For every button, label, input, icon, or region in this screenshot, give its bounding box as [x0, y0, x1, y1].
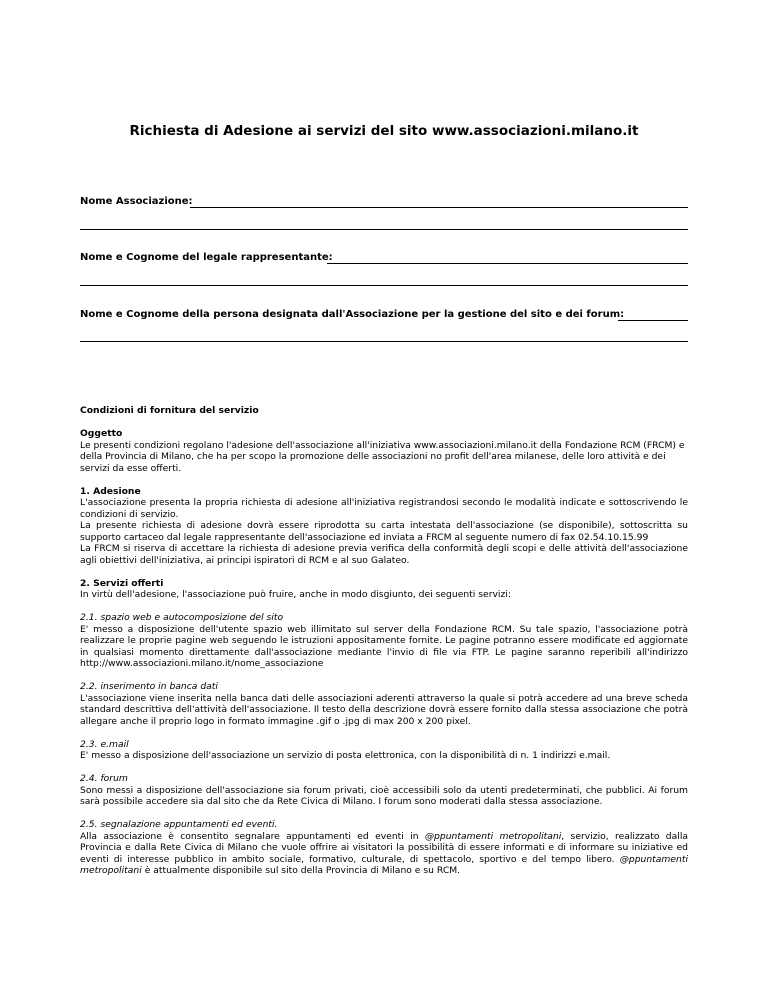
- legale-rappresentante-label: Nome e Cognome del legale rappresentante:: [80, 252, 333, 263]
- servizio-5-title: 2.5. segnalazione appuntamenti ed eventi.: [80, 819, 278, 830]
- appuntamenti-metropolitani-1: @ppuntamenti metropolitani: [424, 830, 562, 842]
- conditions-section: [80, 405, 688, 877]
- servizio-1-text: E' messo a disposizione dell'utente spazio web illimitato sul server della Fondazione RCM. Su tale spazio, l'associazione potrà realizzare le proprie pagine web seguendo le istruzioni appositamente fornite. Le pagine potranno essere modificate ed aggiornate in qualsiasi momento direttamente dall'associazione mediante l'invio di file via FTP. Le pagine saranno reperibili all'indirizzo http://www.associazioni.milano.it/nome_associazione: [80, 623, 688, 669]
- servizio-5-text-b: , servizio, realizzato dalla Provincia e dalla Rete Civica di Milano che vuole offrire ai visitatori la possibilità di essere informati e di informare su iniziative ed eventi di interesse pubblico in ambito sociale, formativo, culturale, di spettacolo, sportivo e del tempo libero.: [80, 830, 688, 865]
- servizio-4-text: Sono messi a disposizione dell'associazione sia forum privati, cioè accessibili solo da utenti predeterminati, che pubblici. Ai forum sarà possibile accedere sia dal sito che da Rete Civica di Milano. I forum sono moderati dalla stessa associazione.: [80, 784, 688, 807]
- page-title: Richiesta di Adesione ai servizi del sito www.associazioni.milano.it: [129, 123, 639, 139]
- servizio-1-title: 2.1. spazio web e autocomposizione del sito: [80, 612, 284, 623]
- servizio-3-text: E' messo a disposizione dell'associazione un servizio di posta elettronica, con la disponibilità di n. 1 indirizzi e.mail.: [80, 750, 611, 761]
- servizi-heading: 2. Servizi offerti: [80, 577, 164, 589]
- persona-designata-line-2[interactable]: [80, 341, 688, 342]
- servizio-5-text-c: è attualmente disponibile sul sito della Provincia di Milano e su RCM.: [141, 865, 461, 876]
- adesione-text-2: La presente richiesta di adesione dovrà essere riprodotta su carta intestata dell'associazione (se disponibile), sottoscritta su supporto cartaceo dal legale rappresentante dell'associazione ed inviata a FRCM al seguente numero di fax 02.54.10.15.99: [80, 520, 688, 543]
- servizi-intro: In virtù dell'adesione, l'associazione può fruire, anche in modo disgiunto, dei seguenti servizi:: [80, 589, 511, 600]
- persona-designata-line[interactable]: [618, 320, 688, 321]
- servizio-5-text-a: Alla associazione è consentito segnalare appuntamenti ed eventi in: [80, 830, 425, 842]
- servizio-3-title: 2.3. e.mail: [80, 738, 129, 750]
- nome-associazione-label: Nome Associazione:: [80, 196, 193, 207]
- nome-associazione-line[interactable]: [190, 207, 688, 208]
- persona-designata-label: Nome e Cognome della persona designata dall'Associazione per la gestione del sito e dei forum:: [80, 309, 625, 320]
- oggetto-text: Le presenti condizioni regolano l'adesione dell'associazione all'iniziativa www.associazioni.milano.it della Fondazione RCM (FRCM) e della Provincia di Milano, che ha per scopo la promozione delle associazioni no profit dell'area milanese, delle loro attività e dei servizi da esse offerti.: [80, 439, 685, 474]
- conditions-heading: Condizioni di fornitura del servizio: [80, 405, 259, 416]
- nome-associazione-line-2[interactable]: [80, 229, 688, 230]
- adesione-text-1: L'associazione presenta la propria richiesta di adesione all'iniziativa registrandosi secondo le modalità indicate e sottoscrivendo le condizioni di servizio.: [80, 497, 688, 520]
- servizio-2-text: L'associazione viene inserita nella banca dati delle associazioni aderenti attraverso la quale si potrà accedere ad una breve scheda standard descrittiva dell'attività dell'associazione. Il testo della descrizione dovrà essere fornito dalla stessa associazione che potrà allegare anche il proprio logo in formato immagine .gif o .jpg di max 200 x 200 pixel.: [80, 692, 688, 727]
- adesione-text-3: La FRCM si riserva di accettare la richiesta di adesione previa verifica della conformità degli scopi e delle attività dell'associazione agli obiettivi dell'iniziativa, ai principi ispiratori di RCM e al suo Galateo.: [80, 543, 688, 566]
- legale-rappresentante-line-2[interactable]: [80, 285, 688, 286]
- servizio-2-title: 2.2. inserimento in banca dati: [80, 681, 218, 692]
- oggetto-heading: Oggetto: [80, 428, 123, 439]
- adesione-heading: 1. Adesione: [80, 485, 141, 497]
- appuntamenti-metropolitani-2: @ppuntamenti metropolitani: [80, 853, 688, 876]
- servizio-5-text: [80, 831, 688, 877]
- legale-rappresentante-line[interactable]: [327, 263, 688, 264]
- servizio-4-title: 2.4. forum: [80, 773, 128, 784]
